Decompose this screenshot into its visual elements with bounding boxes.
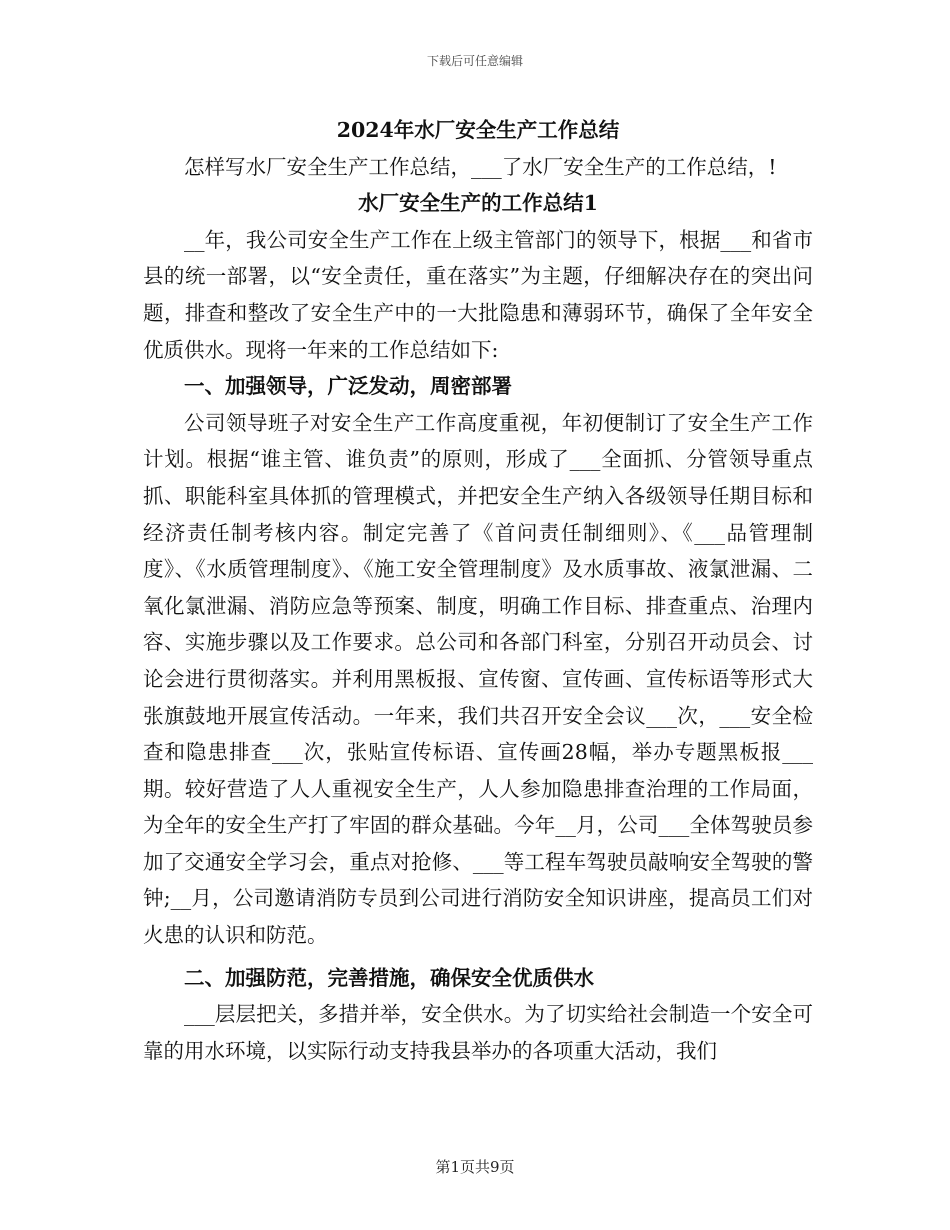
page-footer: 第1页共9页 [435,1158,515,1176]
paragraph-3: ___层层把关，多措并举，安全供水。为了切实给社会制造一个安全可靠的用水环境，以实际行动支持我县举办的各项重大活动，我们 [143,1002,813,1063]
intro-paragraph: 怎样写水厂安全生产工作总结，___了水厂安全生产的工作总结，! [184,154,777,179]
heading-1: 一、加强领导，广泛发动，周密部署 [184,374,512,399]
document-title: 2024年水厂安全生产工作总结 [336,118,620,142]
heading-2: 二、加强防范，完善措施，确保安全优质供水 [184,965,594,990]
header-note: 下载后可任意编辑 [426,54,523,68]
paragraph-2: 公司领导班子对安全生产工作高度重视，年初便制订了安全生产工作计划。根据“谁主管、谁负责”的原则，形成了___全面抓、分管领导重点抓、职能科室具体抓的管理模式，并把安全生产纳入各级领导任期目标和经济责任制考核内容。制定完善了《首问责任制细则》、《___品管理制度》、《水质管理制度》、《施工安全管理制度》及水质事故、液氯泄漏、二氧化氯泄漏、消防应急等预案、制度，明确工作目标、排查重点、治理内容、实施步骤以及工作要求。总公司和各部门科室，分别召开动员会、讨论会进行贯彻落实。并利用黑板报、宣传窗、宣传画、宣传标语等形式大张旗鼓地开展宣传活动。一年来，我们共召开安全会议___次，___安全检查和隐患排查___次，张贴宣传标语、宣传画28幅，举办专题黑板报___期。较好营造了人人重视安全生产，人人参加隐患排查治理的工作局面，为全年的安全生产打了牢固的群众基础。今年__月，公司___全体驾驶员参加了交通安全学习会，重点对抢修、___等工程车驾驶员敲响安全驾驶的警钟;__月，公司邀请消防专员到公司进行消防安全知识讲座，提高员工们对火患的认识和防范。 [143,410,813,948]
section-subtitle: 水厂安全生产的工作总结1 [358,191,598,216]
paragraph-1: __年，我公司安全生产工作在上级主管部门的领导下，根据___和省市县的统一部署，以“安全责任，重在落实”为主题，仔细解决存在的突出问题，排查和整改了安全生产中的一大批隐患和薄弱环节，确保了全年安全优质供水。现将一年来的工作总结如下: [143,227,813,362]
document-body [143,112,813,1069]
